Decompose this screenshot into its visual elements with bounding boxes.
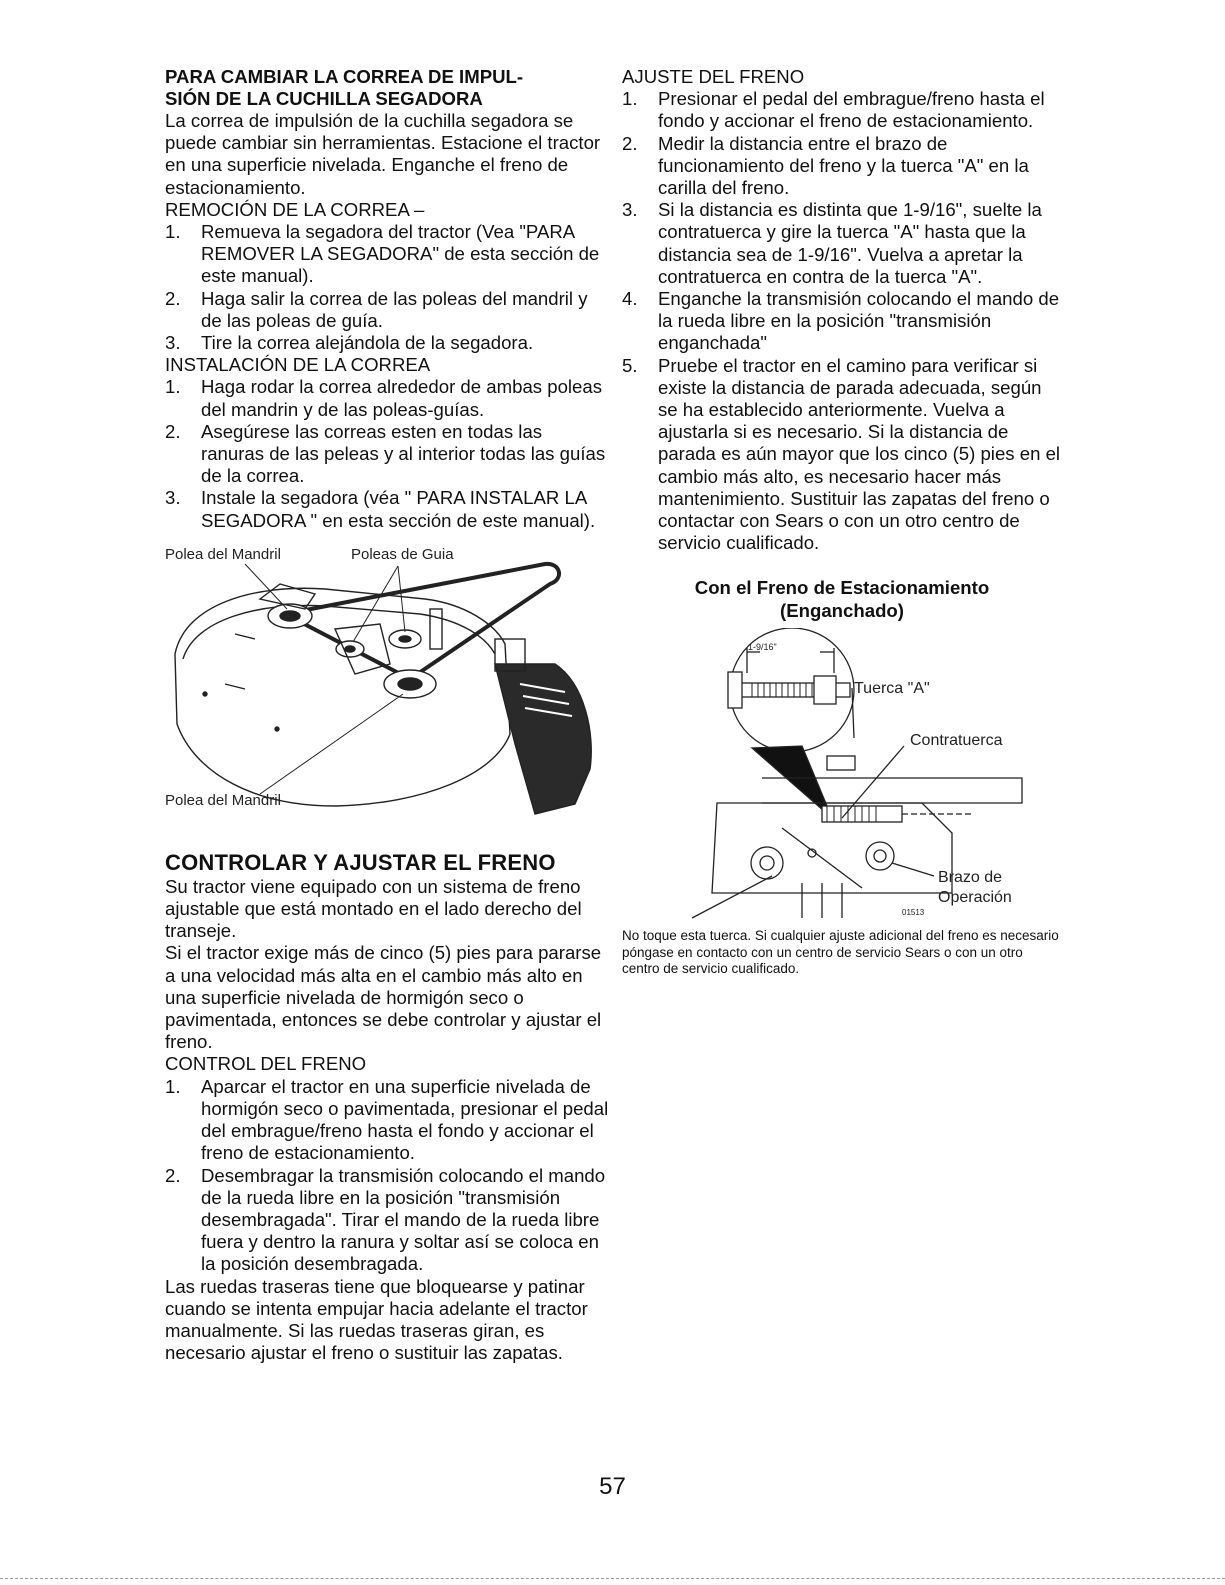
brake-intro-text-2: Si el tractor exige más de cinco (5) pies para pararse a una velocidad más alta en el cambio más alto en una superficie nivelada de hormigón seco o pavimentada, entonces se debe controlar y ajustar el freno. [165, 942, 602, 1053]
belt-intro-text: La correa de impulsión de la cuchilla segadora se puede cambiar sin herramientas. Estacione el tractor en una superficie nivelada. Enganche el freno de estacionamiento. [165, 110, 601, 198]
mower-deck-drawing [165, 544, 610, 844]
adjust-subheading: AJUSTE DEL FRENO [622, 66, 805, 87]
section-heading-brake: CONTROLAR Y AJUSTAR EL FRENO [165, 849, 556, 875]
list-item: 2. Haga salir la correa de las poleas del mandril y de las poleas de guía. [165, 287, 588, 331]
brake-closing-text: Las ruedas traseras tiene que bloquearse y patinar cuando se intenta empujar hacia adelante el tractor manualmente. Si las ruedas traseras giran, es necesario ajustar el freno o sustituir las zapatas. [165, 1275, 588, 1364]
label-guide-pulleys: Poleas de Guia [351, 545, 454, 563]
brake-figure [622, 628, 1062, 928]
label-operating-arm-line2: Operación [938, 889, 1012, 907]
list-item: 1. Aparcar el tractor en una superficie nivelada de hormigón seco o pavimentada, presionar el pedal del embrague/freno hasta el fondo y accionar el freno de estacionamiento. [165, 1075, 609, 1164]
control-subheading: CONTROL DEL FRENO [165, 1053, 367, 1075]
label-dimension: 1-9/16" [748, 642, 777, 653]
page-bottom-border [0, 1578, 1225, 1579]
part-code: 01513 [902, 908, 925, 918]
label-operating-arm-line1: Brazo de [938, 869, 1003, 887]
adjust-steps-list [622, 88, 1062, 554]
left-column [165, 66, 610, 1364]
list-item: 4. Enganche la transmisión colocando el mando de la rueda libre en la posición "transmisión enganchada" [622, 288, 1060, 354]
list-item: 3. Instale la segadora (véa " PARA INSTALAR LA SEGADORA " en esta sección de este manual). [165, 487, 596, 531]
brake-figure-title-line2: (Enganchado) [780, 600, 904, 622]
removal-subheading: REMOCIÓN DE LA CORREA – [165, 198, 425, 220]
list-item: 3. Tire la correa alejándola de la segadora. [165, 332, 534, 354]
brake-warning-note: No toque esta tuerca. Si cualquier ajuste adicional del freno es necesario póngase en contacto con un centro de servicio Sears o con un otro centro de servicio cualificado. [622, 928, 1059, 977]
list-item: 2. Asegúrese las correas esten en todas las ranuras de las peleas y al interior todas las guías de la correa. [165, 420, 606, 487]
list-item: 3. Si la distancia es distinta que 1-9/16", suelte la contratuerca y gire la tuerca "A" hasta que la distancia sea de 1-9/16". Vuelva a apretar la contratuerca en contra de la tuerca "A". [622, 199, 1042, 287]
install-subheading: INSTALACIÓN DE LA CORREA [165, 354, 431, 376]
install-steps-list [165, 376, 610, 531]
right-column [622, 66, 1062, 978]
section-heading-belt-line2: SIÓN DE LA CUCHILLA SEGADORA [165, 88, 483, 109]
list-item: 1. Haga rodar la correa alrededor de ambas poleas del mandrin y de las poleas-guías. [165, 376, 603, 420]
label-locknut: Contratuerca [910, 732, 1003, 750]
control-steps-list [165, 1076, 610, 1276]
list-item: 1. Remueva la segadora del tractor (Vea "PARA REMOVER LA SEGADORA" de esta sección de este manual). [165, 221, 600, 287]
label-mandrel-pulley-bottom: Polea del Mandril [165, 791, 281, 809]
list-item: 1. Presionar el pedal del embrague/freno hasta el fondo y accionar el freno de estacionamiento. [622, 88, 1045, 132]
page-number: 57 [599, 1473, 626, 1500]
list-item: 5. Pruebe el tractor en el camino para verificar si existe la distancia de parada adecuada, según se ha establecido anteriormente. Vuelva a ajustarla si es necesario. Si la distancia de parada es aún mayor que los cinco (5) pies en el cambio más alto, es necesario hacer más mantenimiento. Sustituir las zapatas del freno o contactar con Sears o con un otro centro de servicio cualificado. [622, 354, 1061, 554]
removal-steps-list [165, 221, 610, 354]
mower-deck-figure [165, 544, 610, 844]
label-mandrel-pulley-top: Polea del Mandril [165, 545, 281, 563]
list-item: 2. Desembragar la transmisión colocando el mando de la rueda libre en la posición "transmisión desembragada". Tirar el mando de la rueda libre fuera y dentro la ranura y soltar así se coloca en la posición desembragada. [165, 1164, 606, 1275]
section-heading-belt-line1: PARA CAMBIAR LA CORREA DE IMPUL- [165, 66, 524, 87]
label-nut-a: Tuerca "A" [854, 680, 930, 698]
brake-figure-title-line1: Con el Freno de Estacionamiento [694, 577, 990, 599]
brake-intro-text-1: Su tractor viene equipado con un sistema de freno ajustable que está montado en el lado derecho del transeje. [165, 875, 582, 942]
list-item: 2. Medir la distancia entre el brazo de funcionamiento del freno y la tuerca "A" en la carilla del freno. [622, 132, 1029, 199]
